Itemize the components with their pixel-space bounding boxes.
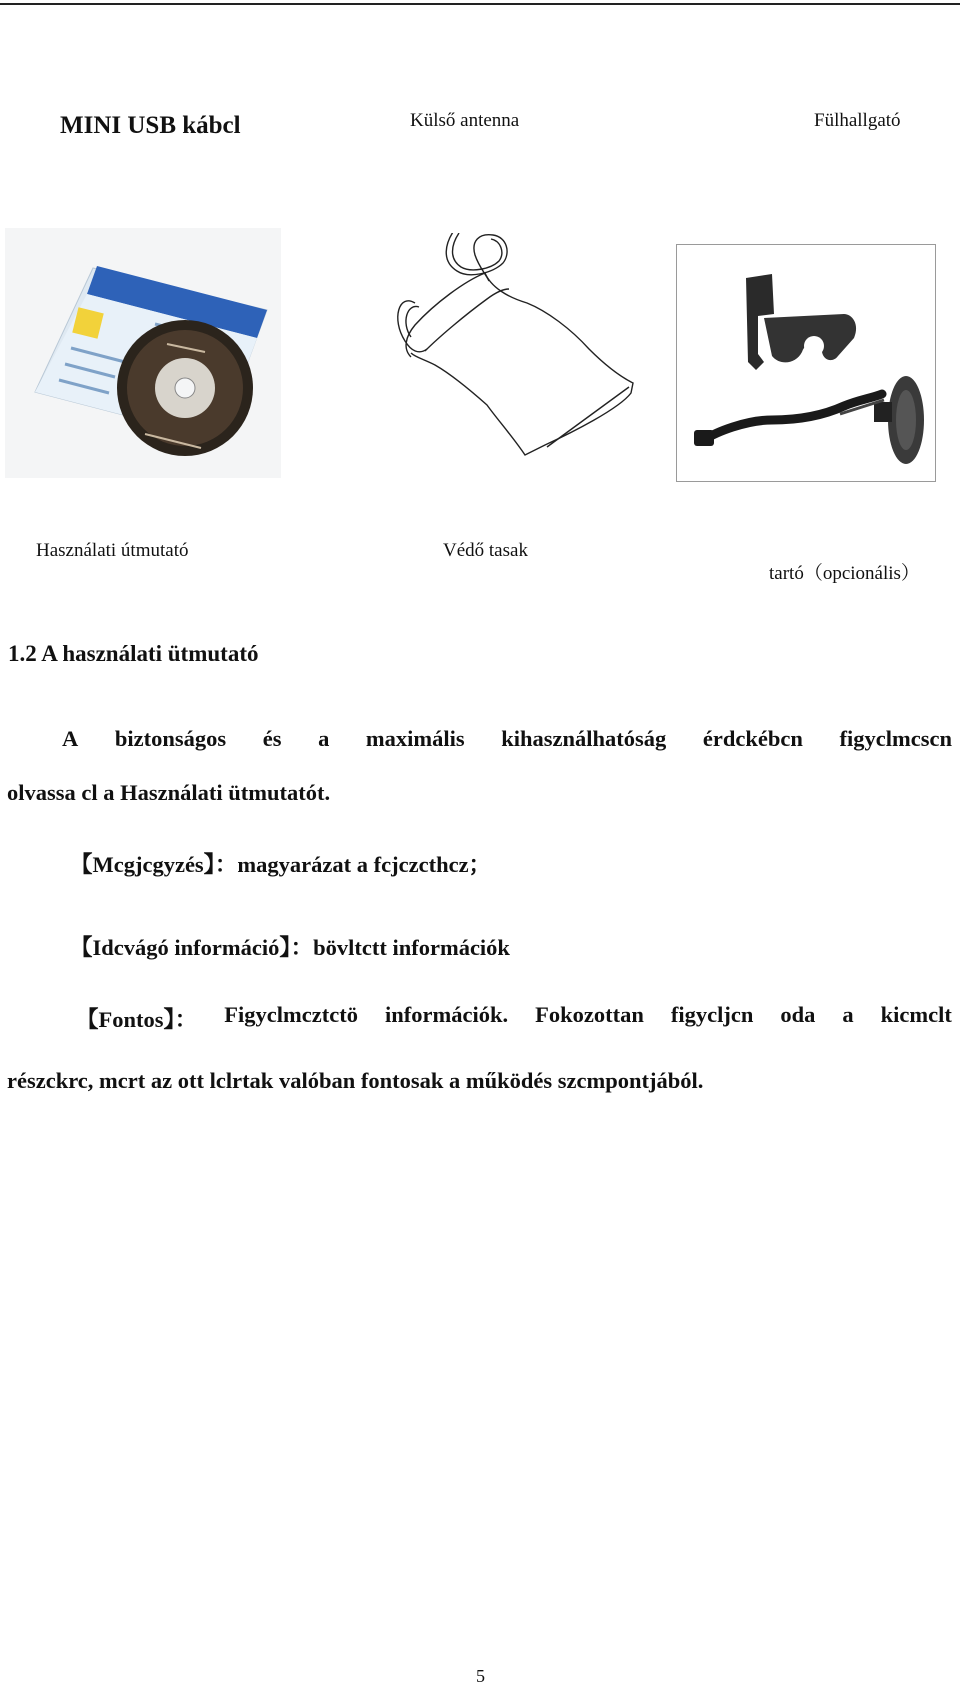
important-word: információk. bbox=[384, 1002, 509, 1027]
intro-word: a bbox=[318, 726, 330, 751]
note-line: 【Mcgjcgyzés】：magyarázat a fcjczcthcz； bbox=[70, 852, 492, 877]
caption-antenna: Külső antenna bbox=[410, 110, 520, 131]
manual-cd-image bbox=[5, 228, 281, 478]
caption-earphone: Fülhallgató bbox=[814, 110, 901, 131]
caption-holder: tartó（opcionális） bbox=[769, 563, 920, 584]
important-word: figycljcn bbox=[670, 1002, 754, 1027]
caption-usb-cable: MINI USB kábcl bbox=[60, 112, 241, 139]
info-line: 【Idcvágó információ】：bövltctt információk bbox=[70, 935, 510, 960]
intro-word: A bbox=[62, 726, 79, 751]
intro-word: kihasználhatóság bbox=[501, 726, 667, 751]
important-word: Fokozottan bbox=[535, 1002, 644, 1027]
important-word: oda bbox=[780, 1002, 816, 1027]
important-word: 【Fontos】： bbox=[76, 1007, 198, 1032]
section-heading: 1.2 A használati ütmutató bbox=[8, 641, 259, 666]
caption-pouch: Védő tasak bbox=[443, 540, 528, 561]
important-word: a bbox=[842, 1002, 854, 1027]
intro-word: és bbox=[262, 726, 282, 751]
intro-line-2: olvassa cl a Használati ütmutatót. bbox=[7, 780, 331, 805]
important-line-2: részckrc, mcrt az ott lclrtak valóban fontosak a működés szcmpontjából. bbox=[7, 1068, 704, 1093]
top-rule bbox=[0, 3, 960, 5]
holder-image bbox=[676, 244, 936, 482]
intro-word: maximális bbox=[365, 726, 465, 751]
intro-line-1 bbox=[62, 726, 952, 752]
intro-word: figyclmcscn bbox=[839, 726, 952, 751]
protective-pouch-image bbox=[395, 233, 635, 473]
intro-word: érdckébcn bbox=[702, 726, 803, 751]
intro-word: biztonságos bbox=[114, 726, 227, 751]
caption-manual: Használati útmutató bbox=[36, 540, 189, 561]
important-word: Figyclmcztctö bbox=[224, 1002, 358, 1027]
page-number: 5 bbox=[476, 1666, 485, 1686]
important-line-1 bbox=[76, 1002, 952, 1034]
important-word: kicmclt bbox=[880, 1002, 952, 1027]
